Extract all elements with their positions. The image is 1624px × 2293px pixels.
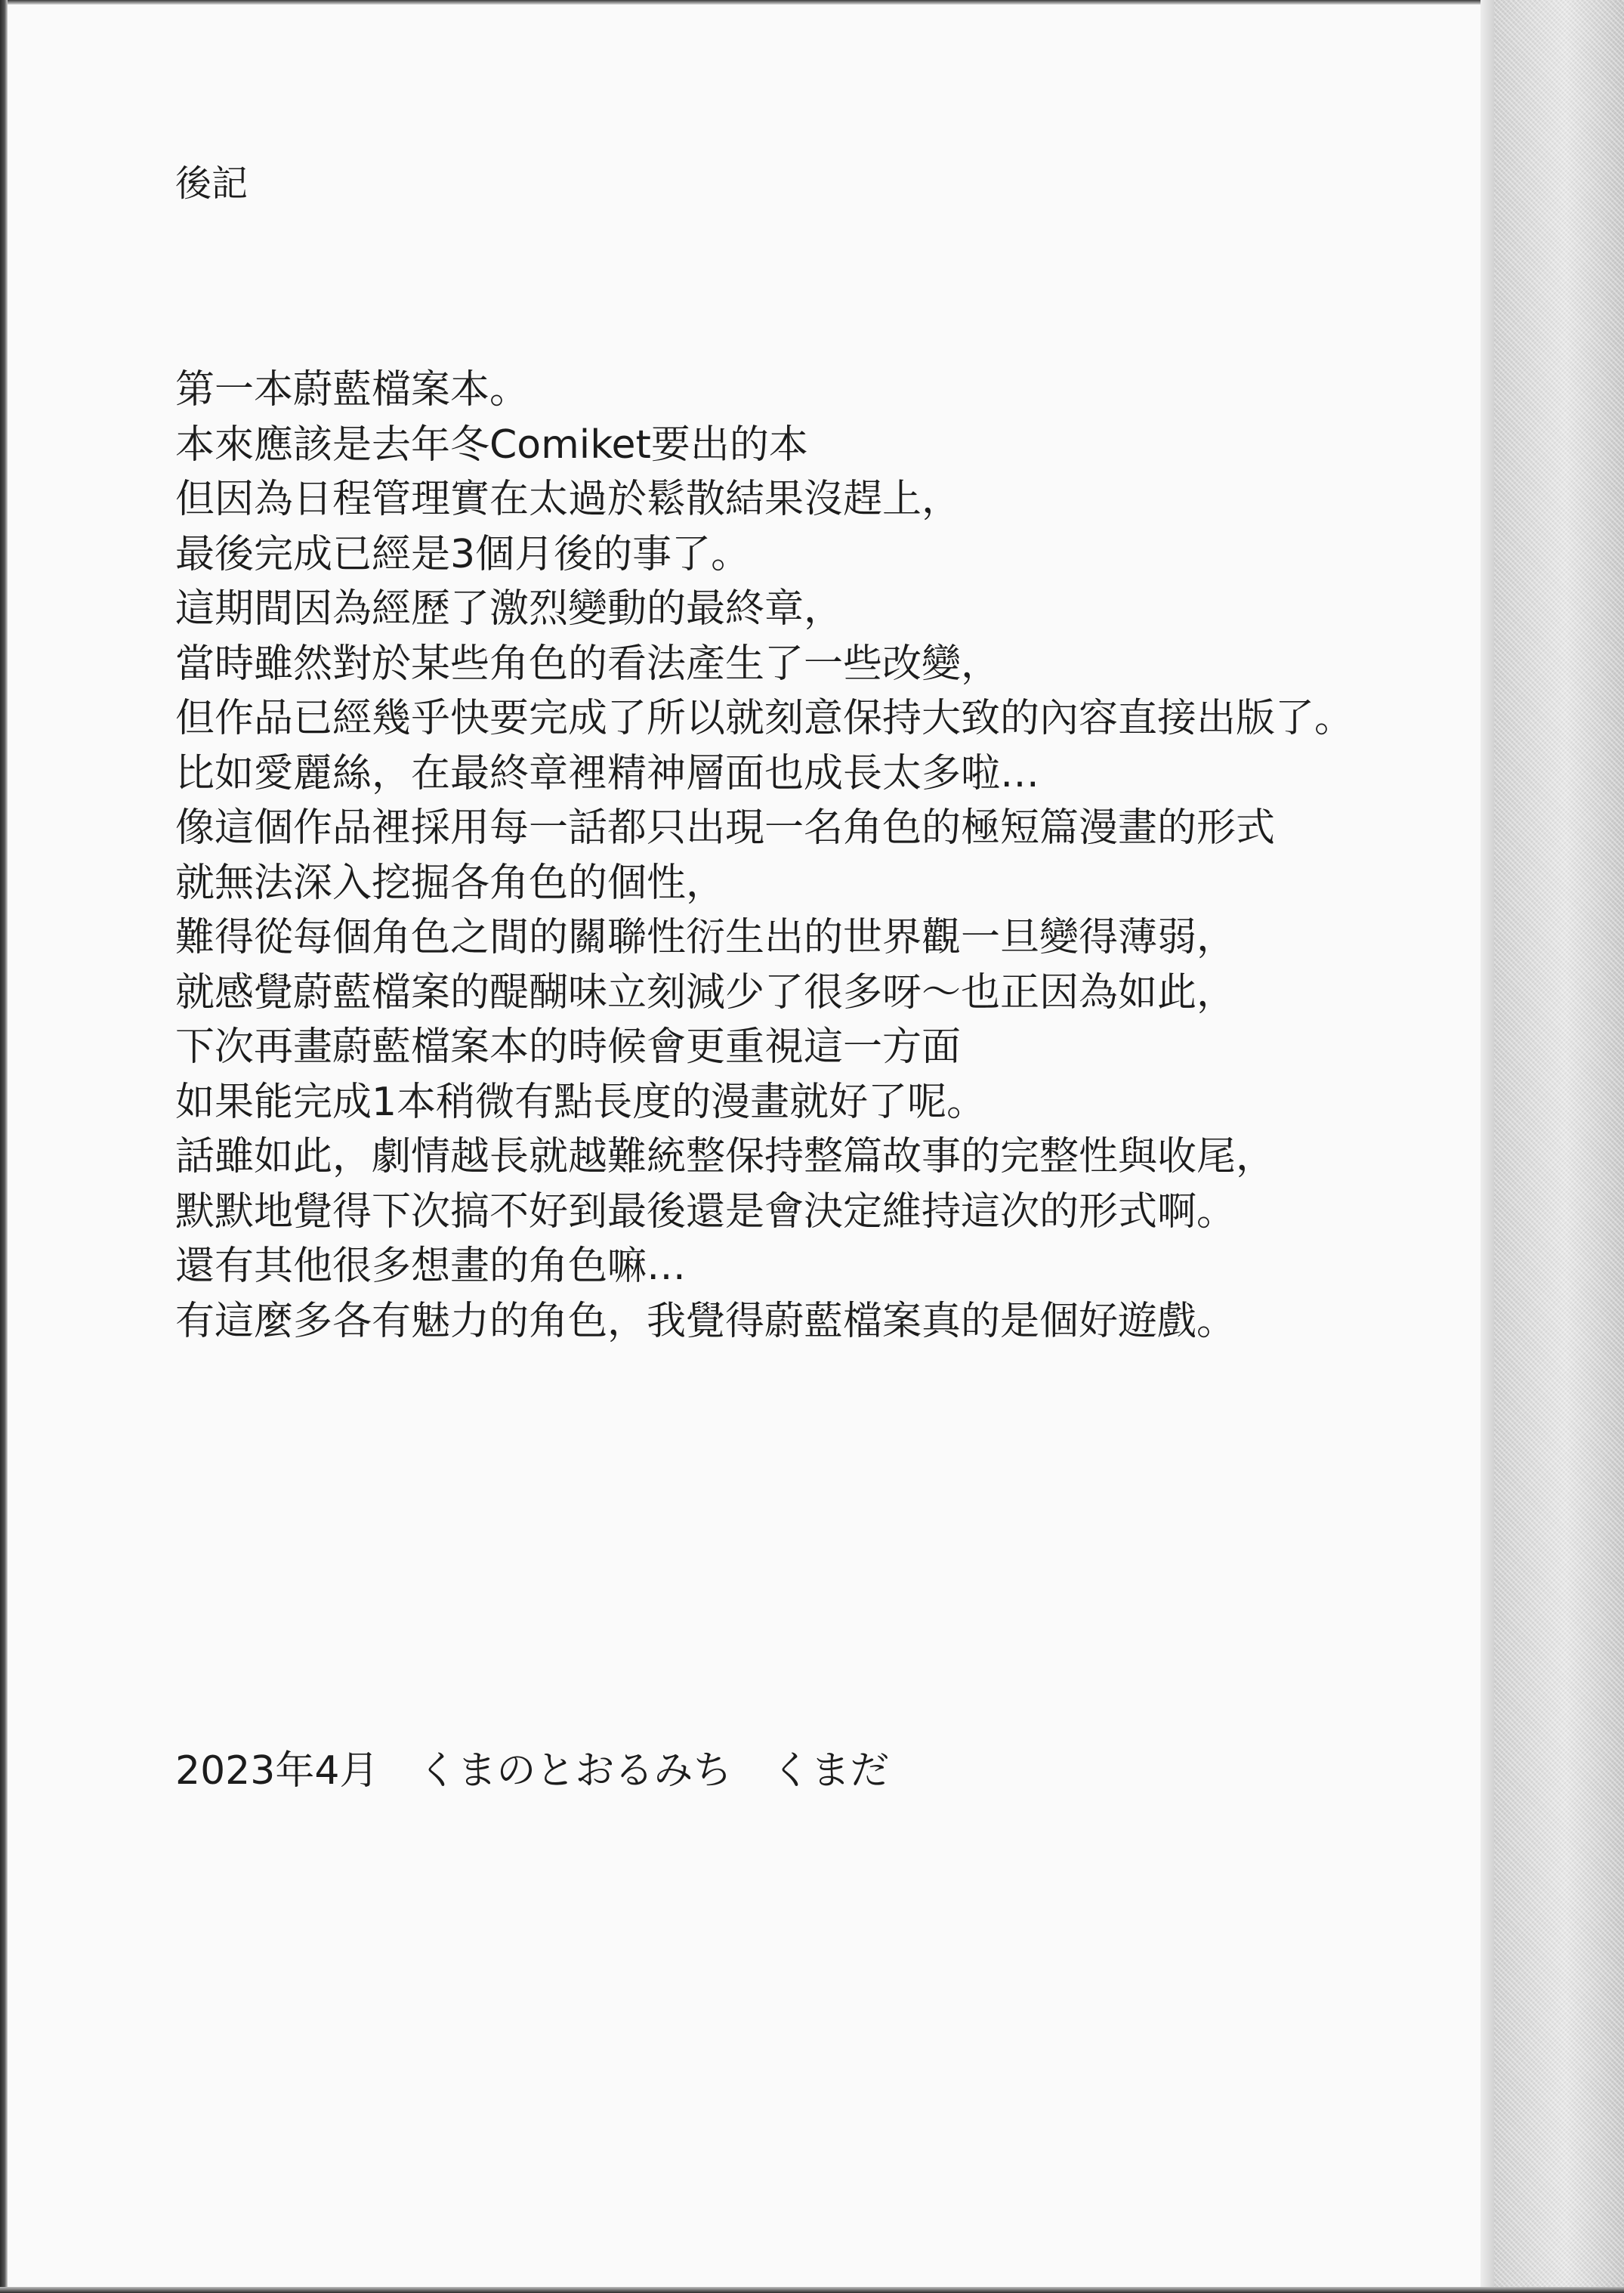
afterword-line: 默默地覺得下次搞不好到最後還是會決定維持這次的形式啊。: [175, 1188, 1237, 1235]
afterword-line: 這期間因為經歷了激烈變動的最終章，: [175, 586, 844, 632]
afterword-line: 就無法深入挖掘各角色的個性，: [175, 860, 726, 906]
afterword-line: 有這麼多各有魅力的角色，我覺得蔚藍檔案真的是個好遊戲。: [175, 1298, 1237, 1344]
afterword-line: 比如愛麗絲，在最終章裡精神層面也成長太多啦…: [175, 750, 1040, 796]
afterword-title: 後記: [175, 162, 249, 205]
afterword-line: 下次再畫蔚藍檔案本的時候會更重視這一方面: [175, 1024, 962, 1070]
scan-edge-top: [0, 0, 1624, 5]
page-stack-edge: [1494, 0, 1624, 2293]
afterword-line: 如果能完成1本稍微有點長度的漫畫就好了呢。: [175, 1079, 986, 1125]
afterword-line: 但因為日程管理實在太過於鬆散結果沒趕上，: [175, 477, 962, 522]
scan-edge-left: [0, 0, 8, 2293]
afterword-line: 像這個作品裡採用每一話都只出現一名角色的極短篇漫畫的形式: [175, 805, 1276, 851]
afterword-line: 第一本蔚藍檔案本。: [175, 367, 529, 413]
afterword-line: 還有其他很多想畫的角色嘛…: [175, 1244, 687, 1289]
afterword-line: 話雖如此，劇情越長就越難統整保持整篇故事的完整性與收尾，: [175, 1134, 1276, 1179]
afterword-line: 就感覺蔚藍檔案的醍醐味立刻減少了很多呀～也正因為如此，: [175, 969, 1237, 1015]
afterword-line: 但作品已經幾乎快要完成了所以就刻意保持大致的內容直接出版了。: [175, 696, 1354, 741]
afterword-line: 本來應該是去年冬Comiket要出的本: [175, 422, 808, 468]
afterword-line: 難得從每個角色之間的關聯性衍生出的世界觀一旦變得薄弱，: [175, 915, 1237, 960]
afterword-line: 最後完成已經是3個月後的事了。: [175, 531, 751, 577]
scan-edge-bottom: [0, 2287, 1624, 2293]
afterword-signature: 2023年4月 くまのとおるみち くまだ: [175, 1748, 890, 1794]
afterword-body: [175, 363, 1354, 1349]
afterword-line: 當時雖然對於某些角色的看法產生了一些改變，: [175, 641, 1001, 687]
page-binding-shadow: [1480, 0, 1494, 2293]
